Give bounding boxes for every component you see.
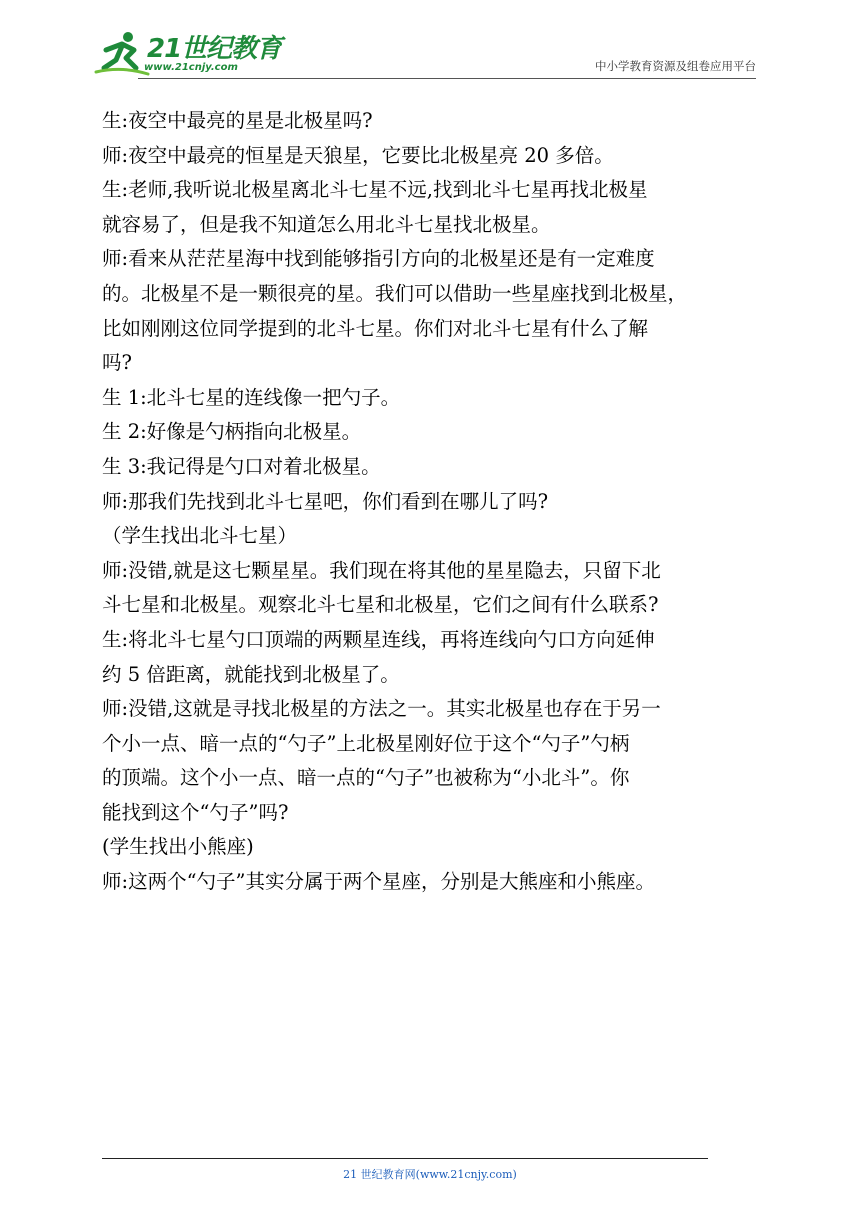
platform-tagline: 中小学教育资源及组卷应用平台 — [595, 59, 756, 73]
text-line: （学生找出北斗七星） — [102, 524, 298, 548]
document-body — [102, 104, 764, 900]
text-line: 生 2:好像是勺柄指向北极星。 — [102, 420, 362, 444]
page-header — [0, 0, 860, 90]
text-line: 师:没错,就是这七颗星星。我们现在将其他的星星隐去，只留下北 — [102, 558, 661, 582]
text-line: 师:夜空中最亮的恒星是天狼星，它要比北极星亮 20 多倍。 — [102, 143, 614, 167]
text-line: 个小一点、暗一点的“勺子”上北极星刚好位于这个“勺子”勺柄 — [102, 731, 630, 755]
text-line: 师:没错,这就是寻找北极星的方法之一。其实北极星也存在于另一 — [102, 697, 661, 721]
footer-site-link[interactable]: 21 世纪教育网(www.21cnjy.com) — [343, 1168, 517, 1181]
text-line: 比如刚刚这位同学提到的北斗七星。你们对北斗七星有什么了解 — [102, 316, 649, 340]
text-line: 生:夜空中最亮的星是北极星吗? — [102, 109, 373, 132]
text-line: (学生找出小熊座) — [102, 835, 254, 859]
header-divider — [138, 78, 756, 79]
text-line: 斗七星和北极星。观察北斗七星和北极星，它们之间有什么联系? — [102, 593, 659, 617]
text-line: 约 5 倍距离，就能找到北极星了。 — [102, 662, 400, 686]
text-line: 师:看来从茫茫星海中找到能够指引方向的北极星还是有一定难度 — [102, 247, 655, 271]
text-line: 的顶端。这个小一点、暗一点的“勺子”也被称为“小北斗”。你 — [102, 766, 630, 790]
site-logo[interactable] — [92, 28, 282, 78]
text-line: 生:老师,我听说北极星离北斗七星不远,找到北斗七星再找北极星 — [102, 178, 648, 202]
text-line: 生 3:我记得是勺口对着北极星。 — [102, 454, 381, 478]
runner-logo-icon — [92, 28, 152, 78]
text-line: 的。北极星不是一颗很亮的星。我们可以借助一些星座找到北极星， — [102, 281, 688, 305]
logo-url-text: www.21cnjy.com — [144, 62, 238, 73]
text-line: 师:那我们先找到北斗七星吧，你们看到在哪儿了吗? — [102, 489, 549, 513]
text-line: 生:将北斗七星勺口顶端的两颗星连线，再将连线向勺口方向延伸 — [102, 627, 655, 651]
text-line: 师:这两个“勺子”其实分属于两个星座，分别是大熊座和小熊座。 — [102, 870, 656, 894]
text-line: 吗? — [102, 351, 132, 375]
footer-divider — [102, 1158, 708, 1159]
text-line: 就容易了，但是我不知道怎么用北斗七星找北极星。 — [102, 212, 551, 236]
text-line: 生 1:北斗七星的连线像一把勺子。 — [102, 385, 401, 409]
text-line: 能找到这个“勺子”吗? — [102, 800, 289, 824]
logo-brand-text: 21世纪教育 — [147, 34, 282, 64]
